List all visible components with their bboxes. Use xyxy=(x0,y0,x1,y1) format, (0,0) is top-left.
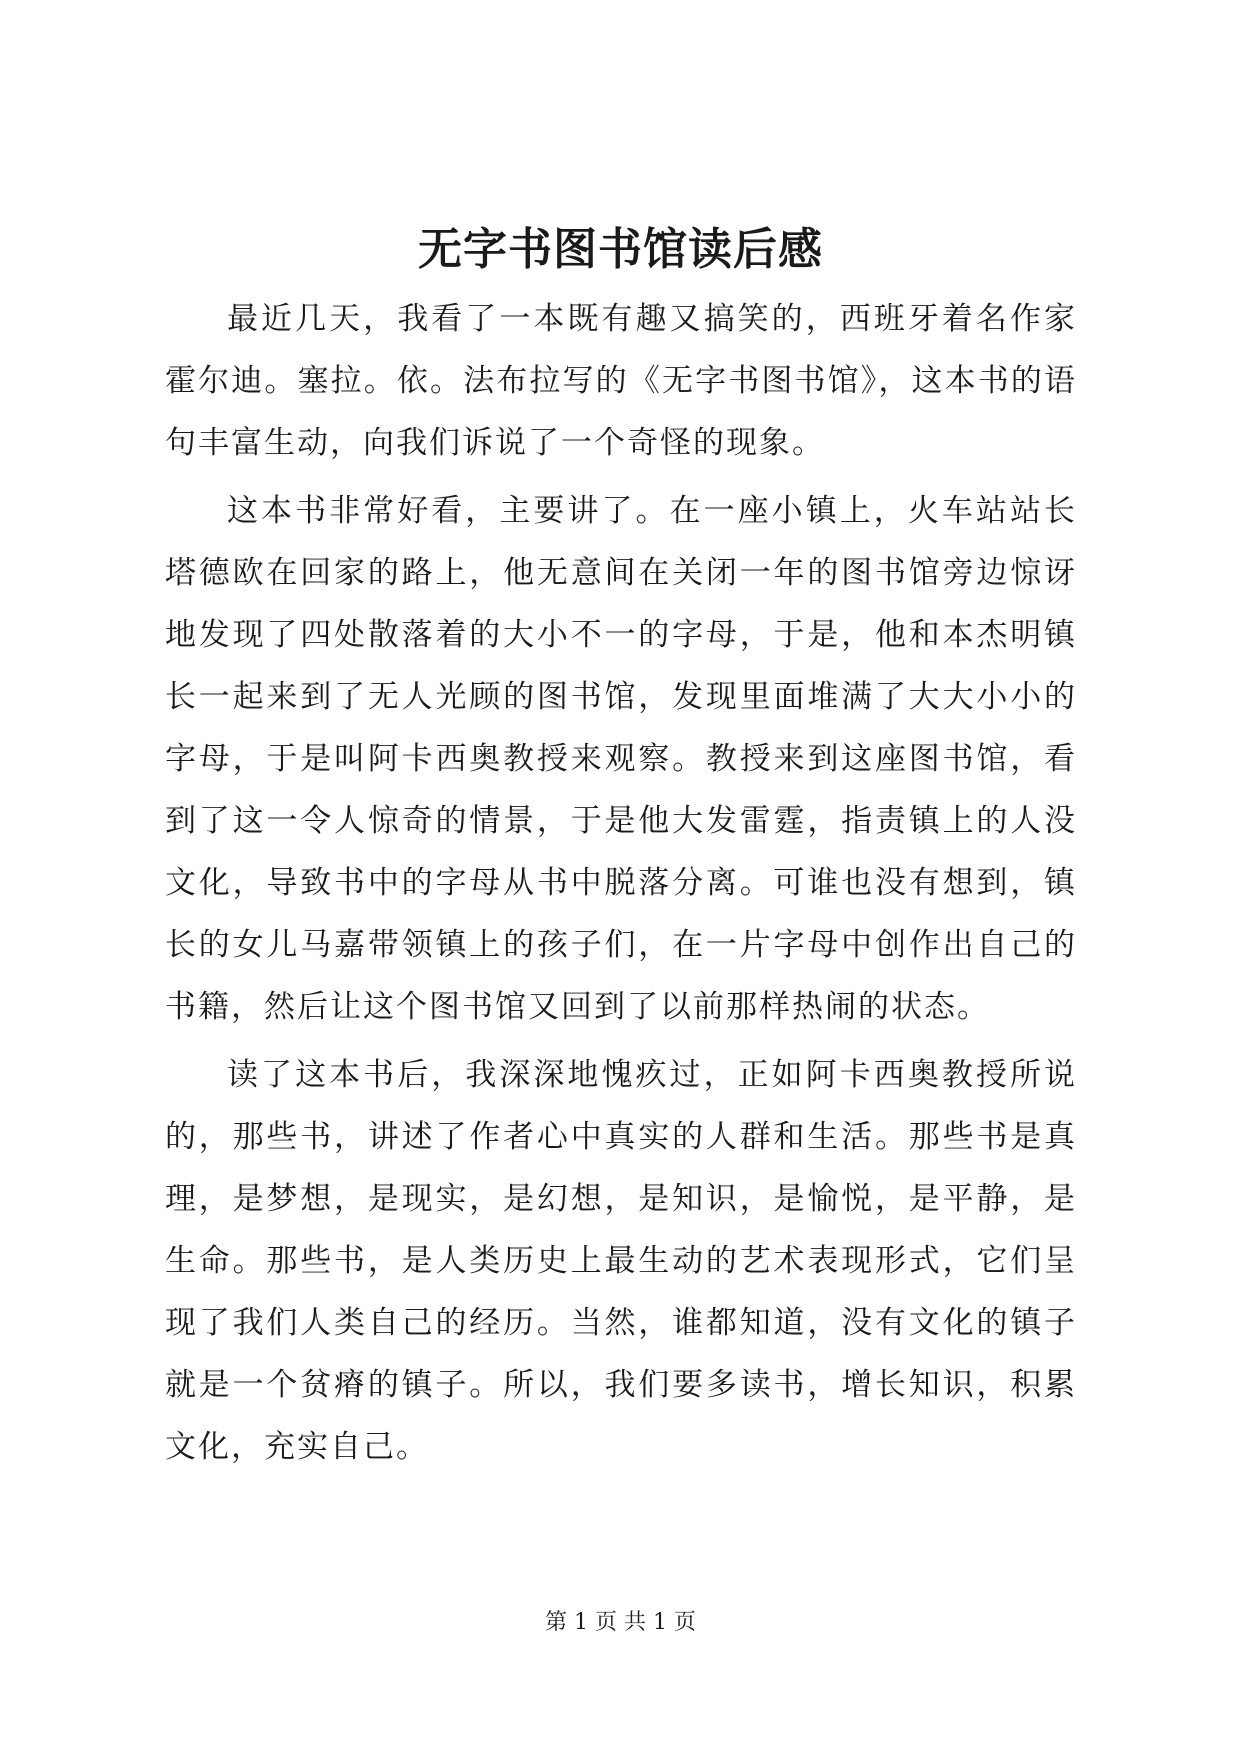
paragraph-2: 这本书非常好看，主要讲了。在一座小镇上，火车站站长塔德欧在回家的路上，他无意间在关闭一年的图书馆旁边惊讶地发现了四处散落着的大小不一的字母，于是，他和本杰明镇长一起来到了无人光顾的图书馆，发现里面堆满了大大小小的字母，于是叫阿卡西奥教授来观察。教授来到这座图书馆，看到了这一令人惊奇的情景，于是他大发雷霆，指责镇上的人没文化，导致书中的字母从书中脱落分离。可谁也没有想到，镇长的女儿马嘉带领镇上的孩子们，在一片字母中创作出自己的书籍，然后让这个图书馆又回到了以前那样热闹的状态。 xyxy=(165,493,1077,1025)
paragraph-3: 读了这本书后，我深深地愧疚过，正如阿卡西奥教授所说的，那些书，讲述了作者心中真实的人群和生活。那些书是真理，是梦想，是现实，是幻想，是知识，是愉悦，是平静，是生命。那些书，是人类历史上最生动的艺术表现形式，它们呈现了我们人类自己的经历。当然，谁都知道，没有文化的镇子就是一个贫瘠的镇子。所以，我们要多读书，增长知识，积累文化，充实自己。 xyxy=(165,1057,1077,1465)
document-body xyxy=(165,288,1077,1484)
paragraph-1: 最近几天，我看了一本既有趣又搞笑的，西班牙着名作家霍尔迪。塞拉。依。法布拉写的《无字书图书馆》，这本书的语句丰富生动，向我们诉说了一个奇怪的现象。 xyxy=(165,301,1077,461)
page-footer: 第 1 页 共 1 页 xyxy=(545,1610,696,1635)
document-title: 无字书图书馆读后感 xyxy=(418,224,823,275)
